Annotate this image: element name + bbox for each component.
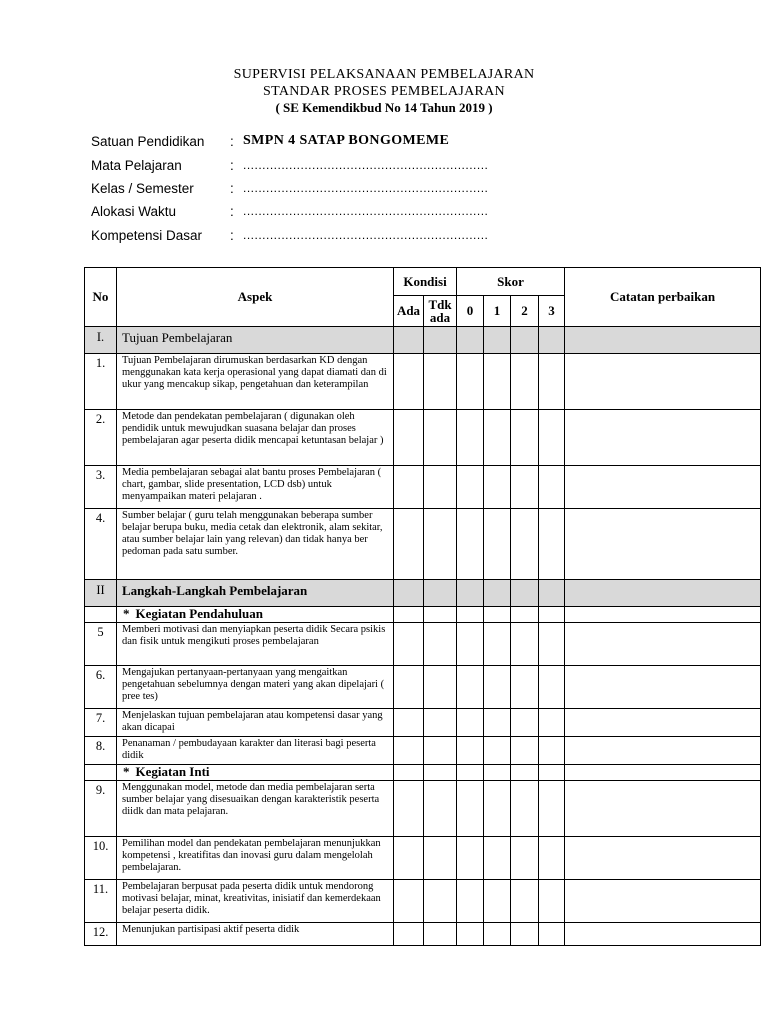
score-1-cell[interactable] [484,737,511,765]
ada-cell[interactable] [394,509,424,580]
tdk-ada-cell[interactable] [424,509,457,580]
tdk-ada-cell[interactable] [424,923,457,946]
score-2-cell[interactable] [511,327,539,354]
catatan-cell[interactable] [565,580,761,607]
score-2-cell[interactable] [511,509,539,580]
score-0-cell[interactable] [457,837,484,880]
score-1-cell[interactable] [484,781,511,837]
aspect-text: Tujuan Pembelajaran dirumuskan berdasarkan KD dengan menggunakan kata kerja operasional yang dapat diamati dan di ukur yang mencakup sikap, pengetahuan dan keterampilan [117,354,394,410]
score-0-cell[interactable] [457,923,484,946]
score-0-cell[interactable] [457,666,484,709]
item-number: 5 [85,623,117,666]
catatan-cell[interactable] [565,666,761,709]
subsection-row-inti [85,765,761,781]
tdk-ada-cell[interactable] [424,466,457,509]
aspect-text: Penanaman / pembudayaan karakter dan literasi bagi peserta didik [117,737,394,765]
table-row [85,923,761,946]
score-1-cell[interactable] [484,923,511,946]
col-ada-header: Ada [394,296,424,327]
ada-cell[interactable] [394,923,424,946]
aspect-text: Menunjukan partisipasi aktif peserta didik [117,923,394,946]
section-row-langkah [85,580,761,607]
section-title: Langkah-Langkah Pembelajaran [117,580,394,607]
score-0-cell[interactable] [457,354,484,410]
school-name: SMPN 4 SATAP BONGOMEME [243,133,450,148]
ada-cell[interactable] [394,466,424,509]
header-row-1 [85,268,761,296]
catatan-cell[interactable] [565,880,761,923]
score-0-cell[interactable] [457,327,484,354]
score-2-cell[interactable] [511,880,539,923]
info-colon: : [230,134,234,149]
ada-cell[interactable] [394,327,424,354]
info-label: Satuan Pendidikan [91,134,205,149]
tdk-ada-cell[interactable] [424,837,457,880]
subsection-label: Kegiatan Inti [135,764,210,779]
table-row [85,737,761,765]
table-row [85,781,761,837]
table-row [85,880,761,923]
section-number: I. [85,327,117,354]
item-number: 2. [85,410,117,466]
score-0-cell[interactable] [457,509,484,580]
col-aspek-header: Aspek [117,268,394,327]
subsection-title [117,607,394,623]
table-row [85,509,761,580]
score-1-cell[interactable] [484,666,511,709]
score-0-cell[interactable] [457,737,484,765]
document-title [0,67,768,117]
score-2-cell[interactable] [511,709,539,737]
ada-cell[interactable] [394,623,424,666]
tdk-ada-cell[interactable] [424,765,457,781]
info-label: Kelas / Semester [91,181,194,196]
score-0-cell[interactable] [457,623,484,666]
score-3-cell[interactable] [539,666,565,709]
title-line-3: ( SE Kemendikbud No 14 Tahun 2019 ) [275,100,493,115]
catatan-cell[interactable] [565,837,761,880]
item-number: 12. [85,923,117,946]
bullet-star: * [123,764,130,779]
section-number: II [85,580,117,607]
score-2-cell[interactable] [511,837,539,880]
score-1-cell[interactable] [484,410,511,466]
info-label: Mata Pelajaran [91,158,182,173]
info-colon: : [230,181,234,196]
score-3-cell[interactable] [539,880,565,923]
item-number: 6. [85,666,117,709]
item-number: 4. [85,509,117,580]
score-1-cell[interactable] [484,466,511,509]
tdk-ada-cell[interactable] [424,354,457,410]
score-2-cell[interactable] [511,580,539,607]
tdk-ada-cell[interactable] [424,607,457,623]
col-score-2: 2 [511,296,539,327]
info-colon: : [230,228,234,243]
info-blank: ................................................................ [243,181,489,195]
aspect-text: Metode dan pendekatan pembelajaran ( digunakan oleh pendidik untuk mewujudkan suasana belajar dan proses pembelajaran agar peserta didik mencapai ketuntasan belajar ) [117,410,394,466]
item-number: 9. [85,781,117,837]
ada-cell[interactable] [394,580,424,607]
aspect-text: Media pembelajaran sebagai alat bantu proses Pembelajaran ( chart, gambar, slide presentation, LCD dsb) untuk menyampaikan materi pelajaran . [117,466,394,509]
table-row [85,410,761,466]
ada-cell[interactable] [394,837,424,880]
col-skor-header: Skor [457,268,565,296]
score-0-cell[interactable] [457,709,484,737]
item-number: 10. [85,837,117,880]
tdk-ada-cell[interactable] [424,327,457,354]
score-3-cell[interactable] [539,580,565,607]
score-1-cell[interactable] [484,837,511,880]
score-2-cell[interactable] [511,765,539,781]
title-line-2: STANDAR PROSES PEMBELAJARAN [263,83,505,99]
col-tdk-ada-header: Tdk ada [424,296,457,327]
catatan-cell[interactable] [565,327,761,354]
section-row-tujuan [85,327,761,354]
score-1-cell[interactable] [484,354,511,410]
table-row [85,666,761,709]
score-1-cell[interactable] [484,327,511,354]
score-3-cell[interactable] [539,509,565,580]
col-score-0: 0 [457,296,484,327]
bullet-star: * [123,606,130,621]
catatan-cell[interactable] [565,737,761,765]
score-0-cell[interactable] [457,880,484,923]
aspect-text: Memberi motivasi dan menyiapkan peserta didik Secara psikis dan fisik untuk mengikuti proses pembelajaran [117,623,394,666]
aspect-text: Pembelajaran berpusat pada peserta didik untuk mendorong motivasi belajar, minat, kreativitas, inisiatif dan kemerdekaan belajar peserta didik. [117,880,394,923]
catatan-cell[interactable] [565,354,761,410]
info-blank: ................................................................ [243,158,489,172]
score-3-cell[interactable] [539,765,565,781]
catatan-cell[interactable] [565,765,761,781]
tdk-ada-cell[interactable] [424,666,457,709]
score-2-cell[interactable] [511,923,539,946]
catatan-cell[interactable] [565,509,761,580]
score-1-cell[interactable] [484,765,511,781]
ada-cell[interactable] [394,880,424,923]
score-0-cell[interactable] [457,781,484,837]
col-score-1: 1 [484,296,511,327]
subsection-label: Kegiatan Pendahuluan [135,606,264,621]
item-number: 8. [85,737,117,765]
score-3-cell[interactable] [539,607,565,623]
table-row [85,837,761,880]
item-number: 7. [85,709,117,737]
table-row [85,354,761,410]
score-1-cell[interactable] [484,623,511,666]
table-row [85,466,761,509]
score-0-cell[interactable] [457,580,484,607]
supervision-table [84,267,761,946]
score-2-cell[interactable] [511,354,539,410]
ada-cell[interactable] [394,709,424,737]
aspect-text: Mengajukan pertanyaan-pertanyaan yang mengaitkan pengetahuan sebelumnya dengan materi yang akan dipelajari ( pree tes) [117,666,394,709]
tdk-ada-cell[interactable] [424,580,457,607]
info-label: Alokasi Waktu [91,204,177,219]
score-0-cell[interactable] [457,410,484,466]
col-kondisi-header: Kondisi [394,268,457,296]
score-3-cell[interactable] [539,737,565,765]
catatan-cell[interactable] [565,466,761,509]
empty-cell [85,607,117,623]
score-2-cell[interactable] [511,466,539,509]
col-score-3: 3 [539,296,565,327]
info-blank: ................................................................ [243,228,489,242]
tdk-ada-cell[interactable] [424,880,457,923]
catatan-cell[interactable] [565,410,761,466]
table-row [85,709,761,737]
score-0-cell[interactable] [457,765,484,781]
subsection-title [117,765,394,781]
aspect-text: Menggunakan model, metode dan media pembelajaran serta sumber belajar yang disesuaikan dengan karakteristik peserta diidk dan mata pelajaran. [117,781,394,837]
subsection-row-pendahuluan [85,607,761,623]
aspect-text: Pemilihan model dan pendekatan pembelajaran menunjukkan kompetensi , kreatifitas dan inovasi guru dalam mengelolah pembelajaran. [117,837,394,880]
catatan-cell[interactable] [565,709,761,737]
score-1-cell[interactable] [484,607,511,623]
ada-cell[interactable] [394,607,424,623]
catatan-cell[interactable] [565,781,761,837]
ada-cell[interactable] [394,781,424,837]
ada-cell[interactable] [394,765,424,781]
score-1-cell[interactable] [484,580,511,607]
score-2-cell[interactable] [511,410,539,466]
ada-cell[interactable] [394,354,424,410]
aspect-text: Menjelaskan tujuan pembelajaran atau kompetensi dasar yang akan dicapai [117,709,394,737]
item-number: 3. [85,466,117,509]
catatan-cell[interactable] [565,623,761,666]
empty-cell [85,765,117,781]
score-3-cell[interactable] [539,923,565,946]
score-0-cell[interactable] [457,466,484,509]
score-3-cell[interactable] [539,781,565,837]
col-catatan-header: Catatan perbaikan [565,268,761,327]
score-3-cell[interactable] [539,410,565,466]
table-row [85,623,761,666]
item-number: 11. [85,880,117,923]
ada-cell[interactable] [394,737,424,765]
score-1-cell[interactable] [484,509,511,580]
info-blank: ................................................................ [243,204,489,218]
catatan-cell[interactable] [565,923,761,946]
score-3-cell[interactable] [539,623,565,666]
score-3-cell[interactable] [539,327,565,354]
ada-cell[interactable] [394,410,424,466]
ada-cell[interactable] [394,666,424,709]
tdk-ada-cell[interactable] [424,623,457,666]
score-2-cell[interactable] [511,607,539,623]
tdk-ada-cell[interactable] [424,410,457,466]
score-1-cell[interactable] [484,880,511,923]
score-3-cell[interactable] [539,837,565,880]
section-title: Tujuan Pembelajaran [117,327,394,354]
score-0-cell[interactable] [457,607,484,623]
tdk-ada-cell[interactable] [424,781,457,837]
catatan-cell[interactable] [565,607,761,623]
score-1-cell[interactable] [484,709,511,737]
item-number: 1. [85,354,117,410]
aspect-text: Sumber belajar ( guru telah menggunakan beberapa sumber belajar berupa buku, media cetak dan elektronik, alam sekitar, atau sumber belajar lain yang relevan) dan tidak hanya ber pedoman pada satu sumber. [117,509,394,580]
info-colon: : [230,158,234,173]
score-3-cell[interactable] [539,709,565,737]
title-line-1: SUPERVISI PELAKSANAAN PEMBELAJARAN [233,67,535,82]
tdk-ada-cell[interactable] [424,709,457,737]
score-2-cell[interactable] [511,623,539,666]
info-colon: : [230,204,234,219]
score-2-cell[interactable] [511,666,539,709]
col-no-header: No [85,268,117,327]
score-2-cell[interactable] [511,737,539,765]
score-3-cell[interactable] [539,466,565,509]
score-2-cell[interactable] [511,781,539,837]
tdk-ada-cell[interactable] [424,737,457,765]
info-label: Kompetensi Dasar [91,228,203,243]
score-3-cell[interactable] [539,354,565,410]
